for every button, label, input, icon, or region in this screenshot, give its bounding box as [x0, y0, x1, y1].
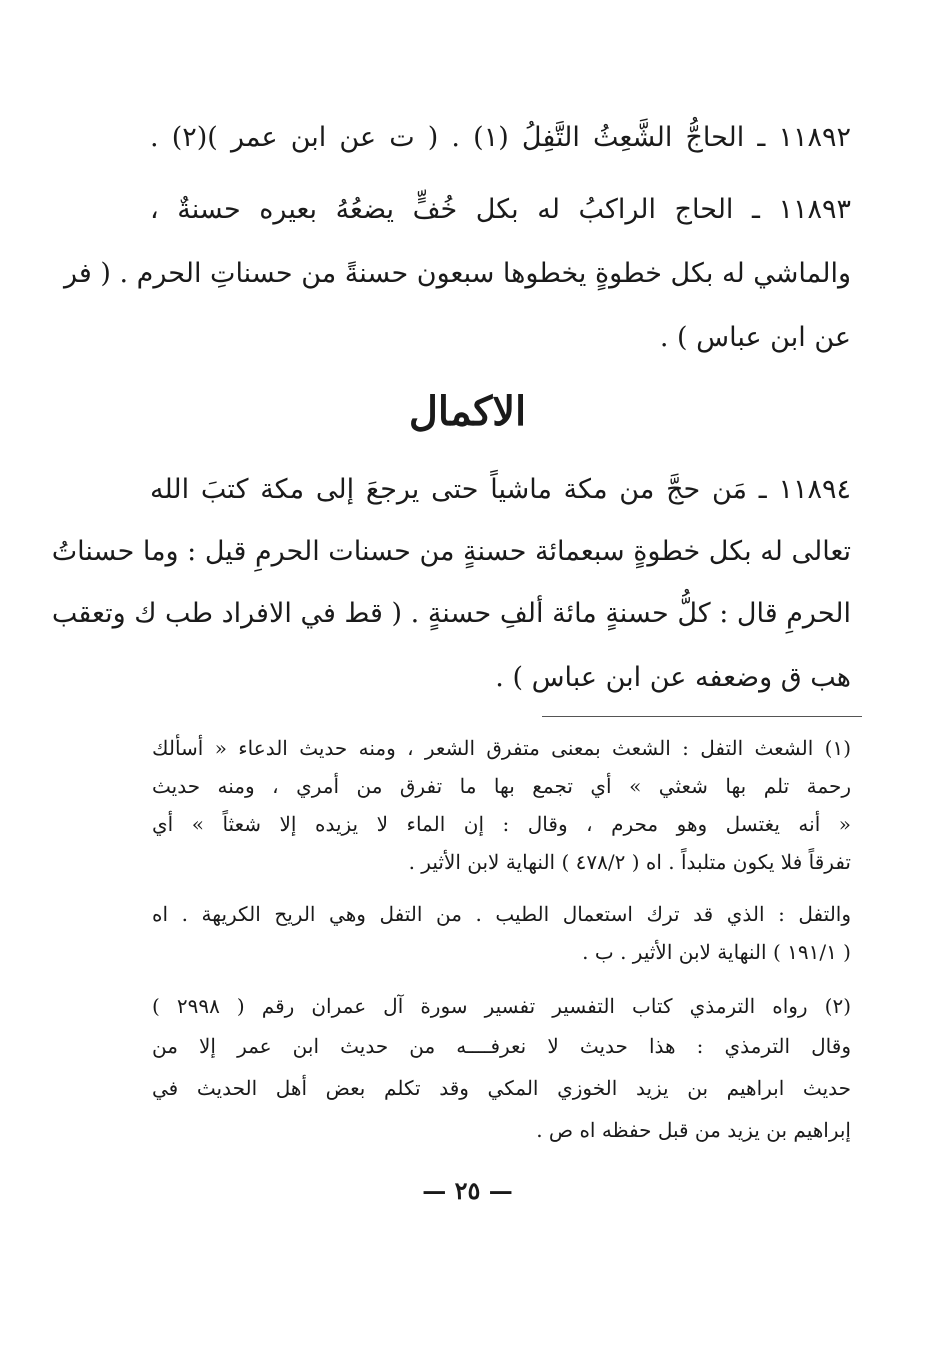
hadith-11894-line-1: ١١٨٩٤ ـ مَن حجَّ من مكة ماشياً حتى يرجعَ إلى مكة كتبَ الله	[150, 474, 851, 505]
hadith-11893-line-1: ١١٨٩٣ ـ الحاج الراكبُ له بكل خُفٍّ يضعُهُ بعيره حسنةٌ ،	[150, 194, 851, 225]
footnote-separator	[542, 716, 862, 717]
section-title-ikmal: الاكمال	[408, 388, 527, 435]
footnote-1-line-3: « أنه يغتسل وهو محرم ، وقال : إن الماء لا يزيده إلا شعثاً » أي	[152, 812, 851, 836]
footnote-1-line-5: والتفل : الذي قد ترك استعمال الطيب . من التفل وهي الريح الكريهة . اه	[152, 902, 851, 926]
page-number: — ٢٥ —	[422, 1176, 513, 1205]
footnote-1-line-4: تفرقاً فلا يكون متلبداً . اه ( ٤٧٨/٢ ) النهاية لابن الأثير .	[408, 850, 851, 874]
footnote-2-line-4: إبراهيم بن يزيد من قبل حفظه اه ص .	[536, 1118, 851, 1142]
footnote-2-line-3: حديث ابراهيم بن يزيد الخوزي المكي وقد تكلم بعض أهل الحديث في	[152, 1076, 851, 1100]
hadith-11894-line-4: هب ق وضعفه عن ابن عباس ) .	[495, 662, 851, 693]
footnote-2-line-1: (٢) رواه الترمذي كتاب التفسير تفسير سورة آل عمران رقم ( ٢٩٩٨ )	[152, 994, 851, 1018]
hadith-11893-line-2: والماشي له بكل خطوةٍ يخطوها سبعون حسنةً من حسناتِ الحرم . ( فر	[64, 258, 851, 289]
hadith-11892: ١١٨٩٢ ـ الحاجُّ الشَّعِثُ التَّفِلُ (١) . ( ت عن ابن عمر )(٢) .	[150, 122, 851, 153]
footnote-1-line-2: رحمة تلم بها شعثي » أي تجمع بها ما تفرق من أمري ، ومنه حديث	[152, 774, 851, 798]
footnote-1-line-1: (١) الشعث التفل : الشعث بمعنى متفرق الشعر ، ومنه حديث الدعاء « أسألك	[152, 736, 851, 760]
footnote-2-line-2: وقال الترمذي : هذا حديث لا نعرفــــه من حديث ابن عمر إلا من	[152, 1034, 851, 1058]
footnote-1-line-6: ( ١٩١/١ ) النهاية لابن الأثير . ب .	[582, 940, 851, 964]
hadith-11894-line-3: الحرمِ قال : كلُّ حسنةٍ مائة ألفِ حسنةٍ . ( قط في الافراد طب ك وتعقب	[51, 598, 851, 629]
hadith-11894-line-2: تعالى له بكل خطوةٍ سبعمائة حسنةٍ من حسنات الحرمِ قيل : وما حسناتُ	[51, 536, 851, 567]
hadith-11893-line-3: عن ابن عباس ) .	[659, 322, 851, 353]
